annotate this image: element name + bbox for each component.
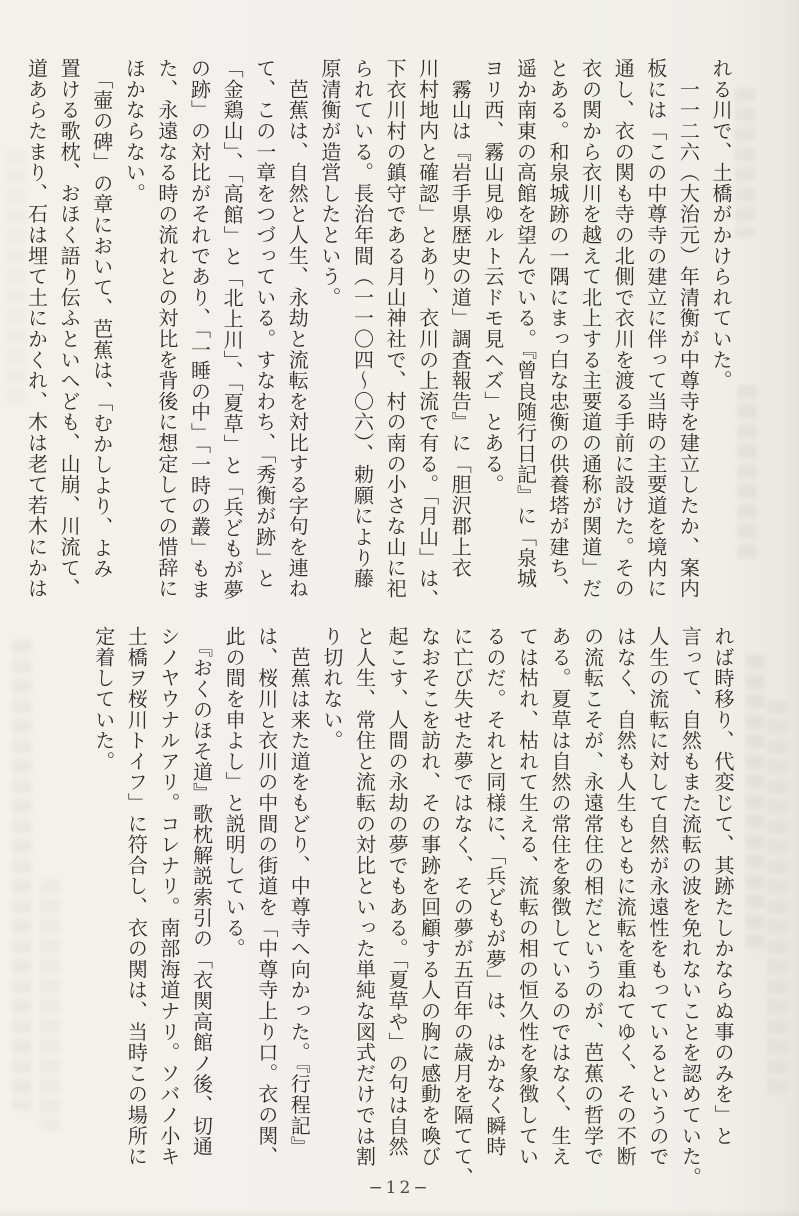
page-number: −12− [368,1178,431,1198]
bleed-through-smudge [767,700,787,1100]
text-line: り切れない。 [319,626,344,751]
text-line: ヨリ西、霧山見ゆルト云ドモ見ヘズ」とある。 [480,58,505,495]
text-line: 道あらたまり、石は埋て土にかくれ、木は老て若木にかは [24,58,49,599]
text-line: 此の間を申よし」と説明している。 [222,626,247,959]
text-line: シノヤウナルアリ。コレナリ。南部海道ナリ。ソバノ小キ [156,626,181,1167]
bleed-through-smudge [735,88,755,238]
text-line: ほかならない。 [122,58,147,204]
text-line: 通し、衣の関も寺の北側で衣川を渡る手前に設けた。その [611,58,636,599]
bleed-through-smudge [737,385,757,560]
bleed-through-smudge [745,655,765,955]
text-line: 「壷の碑」の章において、芭蕉は、「むかしより、よみ [89,58,114,579]
text-line: に亡び失せた夢ではなく、その夢が五百年の歳月を隔てて、 [450,626,475,1188]
text-line: て、この一章をつづっている。すなわち、「秀衡が跡」と [252,58,277,589]
bleed-through-smudge [40,880,60,1130]
text-line: 遥か南東の高館を望んでいる。『曾良随行日記』に「泉城 [513,58,538,589]
text-line: 芭蕉は、自然と人生、永劫と流転を対比する字句を連ね [285,58,310,599]
text-line: と人生、常住と流転の対比といった単純な図式だけでは割 [352,626,377,1167]
text-line: 『おくのほそ道』歌枕解説索引の「衣関高館ノ後、切通 [189,626,214,1157]
text-line: なおそこを訪れ、その事跡を回顧する人の胸に感動を喚び [417,626,442,1167]
text-line: れば時移り、代変じて、其跡たしかならぬ事のみを」と [711,626,735,1146]
text-line: 霧山は『岩手県歴史の道」調査報告』に「胆沢郡上衣 [448,58,473,578]
text-line: の跡」の対比がそれであり、「一睡の中」「一時の叢」もま [187,58,212,600]
text-line: は、桜川と衣川の中間の街道を「中尊寺上り口。衣の関、 [254,626,279,1167]
text-line: 芭蕉は来た道をもどり、中尊寺へ向かった。『行程記』 [287,626,312,1157]
text-line: とある。和泉城跡の一隅にまっ白な忠衡の供養塔が建ち、 [546,58,571,599]
text-line: た、永遠なる時の流れとの対比を背後に想定しての惜辞に [154,58,179,599]
text-line: 土橋ヲ桜川トイフ」に符合し、衣の関は、当時この場所に [124,626,149,1167]
text-line: 「金鶏山」、「高館」と「北上川」、「夏草」と「兵どもが夢 [220,58,245,601]
text-line: 板には「この中尊寺の建立に伴って当時の主要道を境内に [643,58,668,599]
text-line: られている。長治年間（一一〇四～〇六）、勅願により藤 [350,58,375,589]
text-line: 起こす、人間の永劫の夢でもある。「夏草や」の句は自然 [385,626,410,1157]
text-line: 衣の関から衣川を越えて北上する主要道の通称が関道」だ [578,58,603,599]
text-line: 人生の流転に対して自然が永遠性をもっているというので [645,626,670,1167]
text-line: 一一二六（大治元）年清衡が中尊寺を建立したか、案内 [676,58,701,599]
text-line: れる川で、土橋がかけられていた。 [709,58,733,391]
text-line: 定着していた。 [91,626,116,772]
text-line: 原清衡が造営したという。 [317,58,342,308]
text-line: 言って、自然もまた流転の波を免れないことを認めていた。 [678,626,703,1188]
text-line: 下衣川村の鎮守である月山神社で、村の南の小さな山に祀 [383,58,408,599]
text-line: ある。夏草は自然の常住を象徴しているのではなく、生え [548,626,573,1167]
text-line: 川村地内と確認」とあり、衣川の上流で有る。「月山」は、 [415,58,440,610]
bleed-through-smudge [12,640,32,1110]
text-line: の流転こそが、永遠常住の相だというのが、芭蕉の哲学で [580,626,605,1167]
text-line: ては枯れ、枯れて生える、流転の相の恒久性を象徴してい [515,626,540,1167]
upper-text-block [20,58,737,610]
text-line: るのだ。それと同様に、「兵どもが夢」は、はかなく瞬時 [482,626,507,1157]
text-line: はなく、自然も人生もともに流転を重ねてゆく、その不断 [613,626,638,1167]
text-line: 置ける歌枕、おほく語り伝ふといへども、山崩、川流て、 [57,58,82,599]
